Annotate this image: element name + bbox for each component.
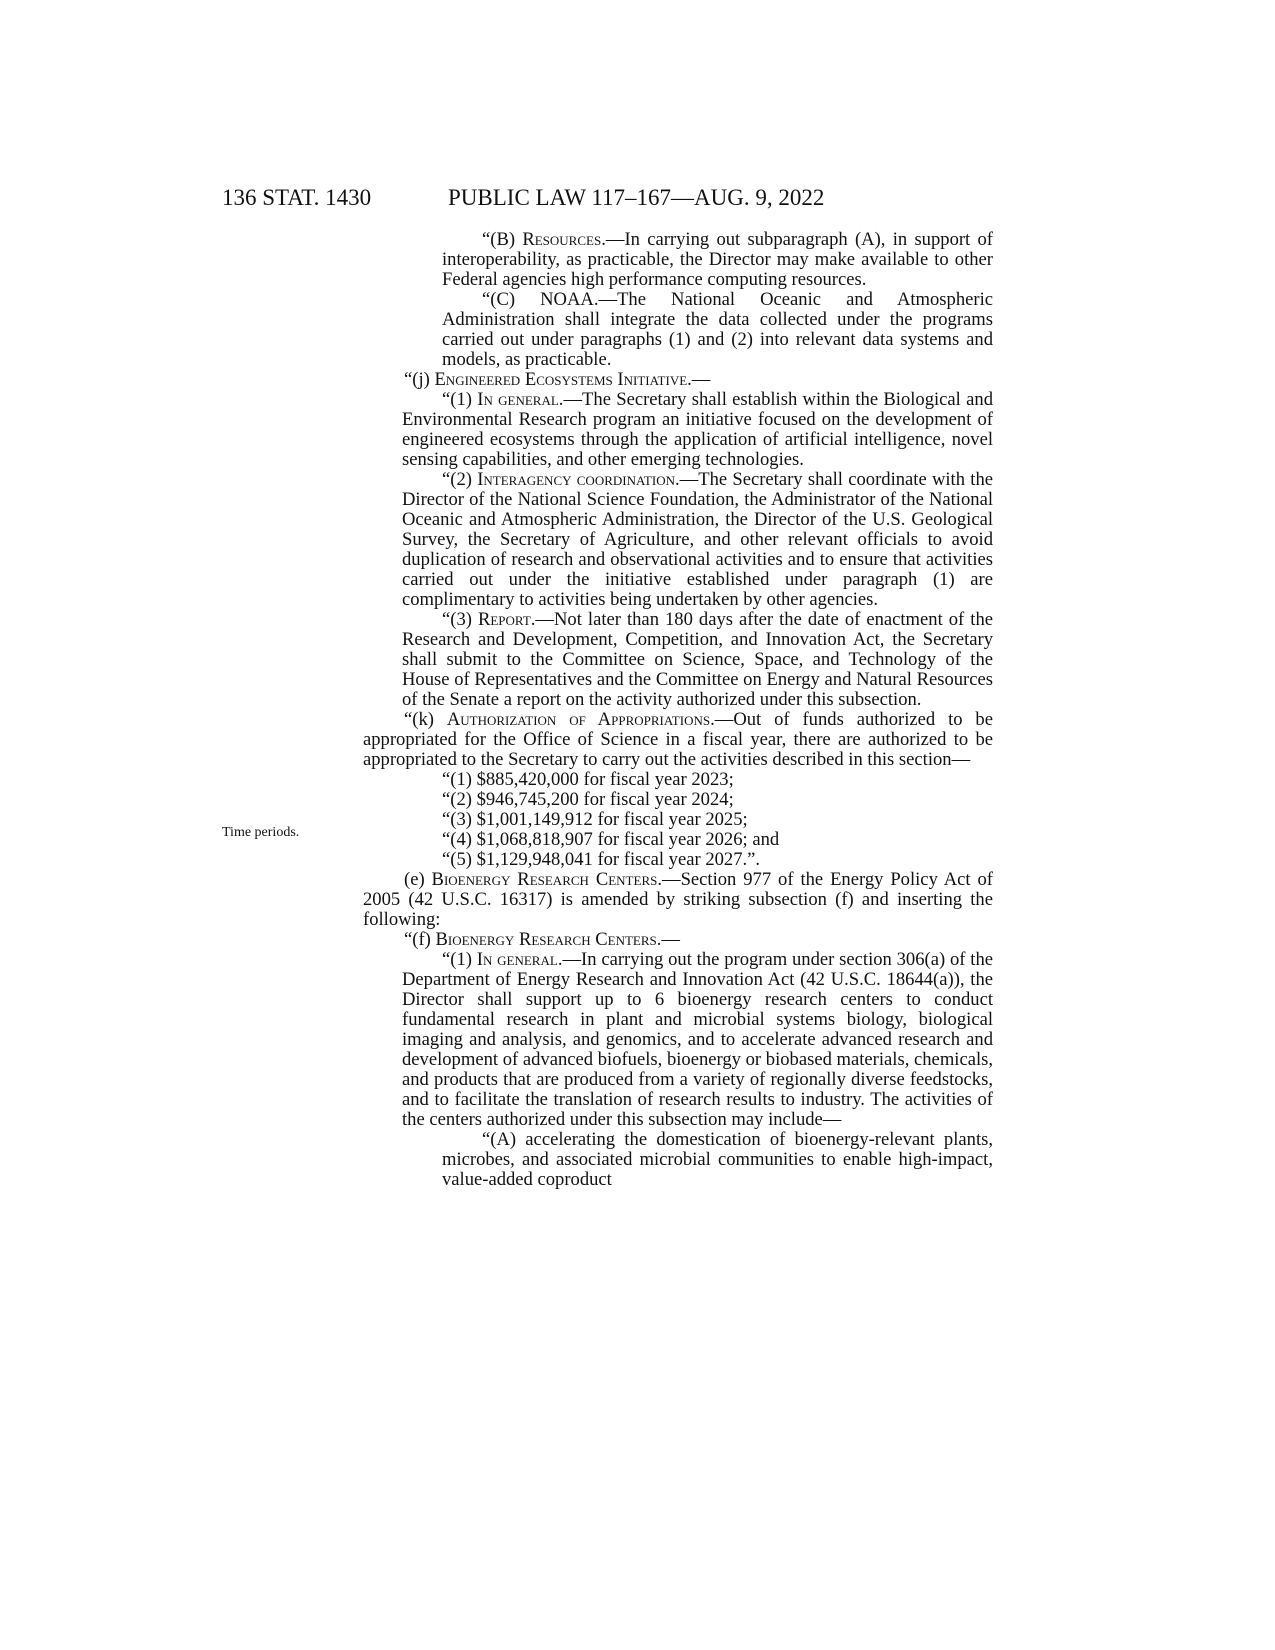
paragraph-b-resources: “(B) Resources.—In carrying out subparagraph (A), in support of interoperability, as practicable, the Director may make available to other Federal agencies high performance computing resources.: [442, 229, 994, 290]
paragraph-j2-interagency: “(2) Interagency coordination.—The Secretary shall coordinate with the Director of the National Science Foundation, the Administrator of the National Oceanic and Atmospheric Administration, the Director of the U.S. Geological Survey, the Secretary of Agriculture, and other relevant officials to avoid duplication of research and observational activities and to ensure that activities carried out under the initiative established under paragraph (1) are complimentary to activities being undertaken by other agencies.: [402, 469, 993, 610]
subsection-j-heading: “(j) Engineered Ecosystems Initiative.—: [404, 369, 711, 390]
paragraph-c-noaa: “(C) NOAA.—The National Oceanic and Atmospheric Administration shall integrate the data collected under the programs carried out under paragraphs (1) and (2) into relevant data systems and models, as practicable.: [442, 289, 994, 370]
page-header: [222, 185, 1002, 215]
subsection-f-heading: “(f) Bioenergy Research Centers.—: [404, 929, 681, 950]
paragraph-f1-in-general: “(1) In general.—In carrying out the program under section 306(a) of the Department of Energy Research and Innovation Act (42 U.S.C. 18644(a)), the Director shall support up to 6 bioenergy research centers to conduct fundamental research in plant and microbial systems biology, biological imaging and analysis, and genomics, and to accelerate advanced research and development of advanced biofuels, bioenergy or biobased materials, chemicals, and products that are produced from a variety of regionally diverse feedstocks, and to facilitate the translation of research results to industry. The activities of the centers authorized under this subsection may include—: [402, 949, 993, 1130]
page-number: 136 STAT. 1430: [222, 185, 372, 210]
paragraph-f1a-accelerating: “(A) accelerating the domestication of bioenergy-relevant plants, microbes, and associated microbial communities to enable high-impact, value-added coproduct: [442, 1129, 993, 1190]
law-title: PUBLIC LAW 117–167—AUG. 9, 2022: [448, 185, 825, 210]
appropriation-item: “(3) $1,001,149,912 for fiscal year 2025;: [442, 809, 748, 830]
appropriation-item: “(5) $1,129,948,041 for fiscal year 2027.”.: [442, 849, 761, 870]
paragraph-j1-in-general: “(1) In general.—The Secretary shall establish within the Biological and Environmental Research program an initiative focused on the development of engineered ecosystems through the application of artificial intelligence, novel sensing capabilities, and other emerging technologies.: [402, 389, 993, 470]
subsection-e-bioenergy: (e) Bioenergy Research Centers.—Section 977 of the Energy Policy Act of 2005 (42 U.S.C. 16317) is amended by striking subsection (f) and inserting the following:: [363, 869, 993, 930]
subsection-k-appropriations: “(k) Authorization of Appropriations.—Out of funds authorized to be appropriated for the Office of Science in a fiscal year, there are authorized to be appropriated to the Secretary to carry out the activities described in this section—: [363, 709, 993, 770]
paragraph-j3-report: “(3) Report.—Not later than 180 days after the date of enactment of the Research and Development, Competition, and Innovation Act, the Secretary shall submit to the Committee on Science, Space, and Technology of the House of Representatives and the Committee on Energy and Natural Resources of the Senate a report on the activity authorized under this subsection.: [402, 609, 993, 710]
appropriation-item: “(4) $1,068,818,907 for fiscal year 2026; and: [442, 829, 780, 850]
margin-note: Time periods.: [222, 825, 300, 840]
document-body: [363, 230, 993, 1190]
appropriation-item: “(2) $946,745,200 for fiscal year 2024;: [442, 789, 734, 810]
appropriation-item: “(1) $885,420,000 for fiscal year 2023;: [442, 769, 734, 790]
